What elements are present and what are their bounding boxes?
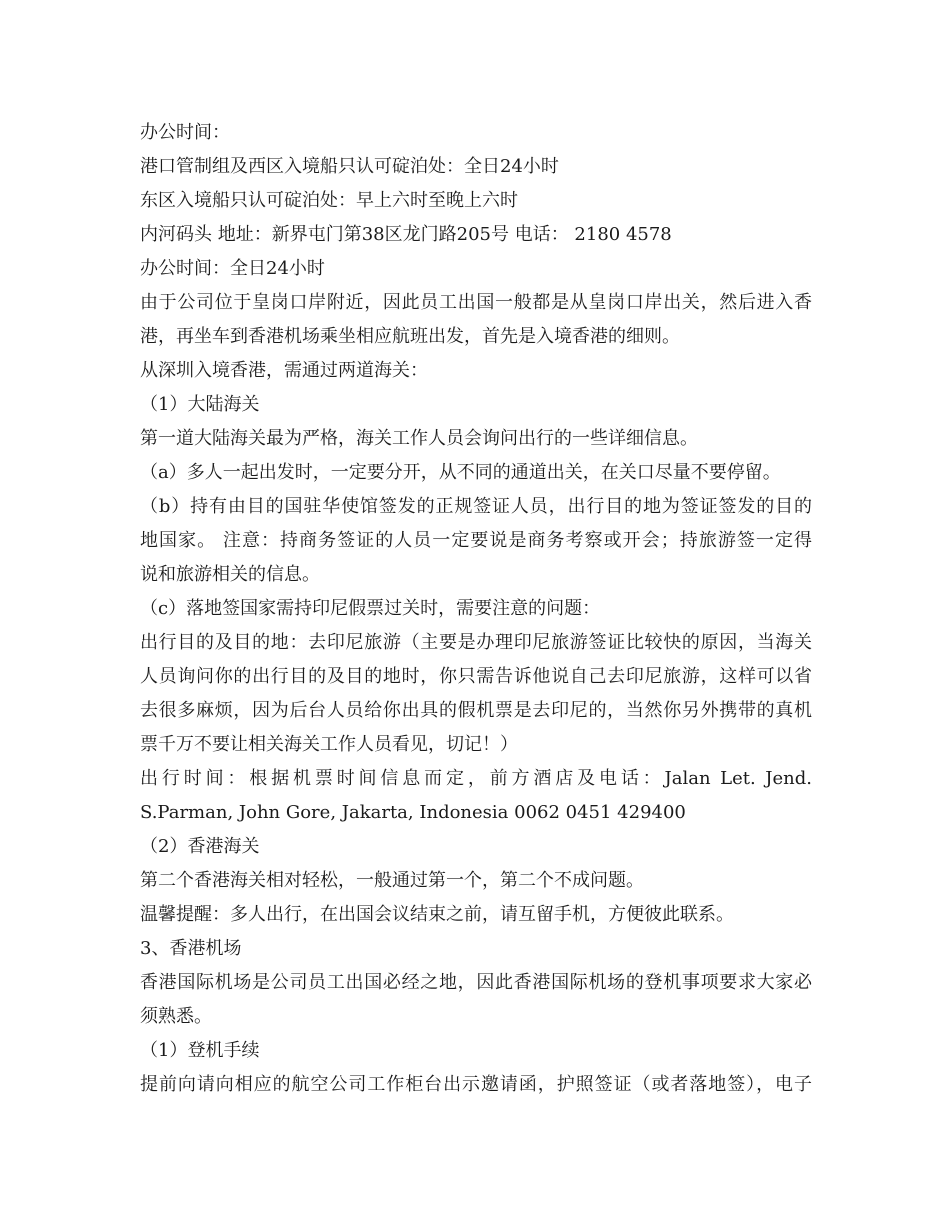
text-line: 港口管制组及西区入境船只认可碇泊处：全日24小时 <box>140 156 559 177</box>
text-line: （c）落地签国家需持印尼假票过关时，需要注意的问题： <box>140 598 601 619</box>
text-line: （b）持有由目的国驻华使馆签发的正规签证人员，出行目的地为签证签发的目的 <box>140 496 812 517</box>
text-line: 第一道大陆海关最为严格，海关工作人员会询问出行的一些详细信息。 <box>140 428 698 449</box>
text-line: 温馨提醒：多人出行，在出国会议结束之前，请互留手机，方便彼此联系。 <box>140 904 734 925</box>
text-line: 人员询问你的出行目的及目的地时，你只需告诉他说自己去印尼旅游，这样可以省 <box>140 666 812 687</box>
text-line: 票千万不要让相关海关工作人员看见，切记！） <box>140 734 518 755</box>
text-line: 办公时间： <box>140 122 230 143</box>
text-line: 提前向请向相应的航空公司工作柜台出示邀请函，护照签证（或者落地签），电子 <box>140 1074 812 1095</box>
text-line: （a）多人一起出发时，一定要分开，从不同的通道出关，在关口尽量不要停留。 <box>140 462 781 483</box>
text-line: 去很多麻烦，因为后台人员给你出具的假机票是去印尼的，当然你另外携带的真机 <box>140 700 812 721</box>
document-body <box>140 116 812 1102</box>
text-line: 由于公司位于皇岗口岸附近，因此员工出国一般都是从皇岗口岸出关，然后进入香 <box>140 292 812 313</box>
text-line: S.Parman, John Gore, Jakarta, Indonesia 0062 0451 429400 <box>140 802 686 823</box>
text-line: 须熟悉。 <box>140 1006 212 1027</box>
text-line: 出行时间：根据机票时间信息而定，前方酒店及电话：Jalan Let. Jend. <box>140 768 812 789</box>
text-line: 地国家。 注意：持商务签证的人员一定要说是商务考察或开会；持旅游签一定得 <box>140 530 812 551</box>
text-line: 第二个香港海关相对轻松，一般通过第一个，第二个不成问题。 <box>140 870 644 891</box>
section-heading: （1）登机手续 <box>140 1040 260 1061</box>
section-heading: （2）香港海关 <box>140 836 260 857</box>
text-line: 办公时间：全日24小时 <box>140 258 325 279</box>
text-line: 港，再坐车到香港机场乘坐相应航班出发，首先是入境香港的细则。 <box>140 326 680 347</box>
text-line: 香港国际机场是公司员工出国必经之地，因此香港国际机场的登机事项要求大家必 <box>140 972 812 993</box>
text-line: 从深圳入境香港，需通过两道海关： <box>140 360 428 381</box>
text-line: 内河码头 地址：新界屯门第38区龙门路205号 电话： 2180 4578 <box>140 224 672 245</box>
text-line: 东区入境船只认可碇泊处：早上六时至晚上六时 <box>140 190 518 211</box>
text-line: 出行目的及目的地：去印尼旅游（主要是办理印尼旅游签证比较快的原因，当海关 <box>140 632 812 653</box>
section-heading: 3、香港机场 <box>140 938 242 959</box>
section-heading: （1）大陆海关 <box>140 394 260 415</box>
text-line: 说和旅游相关的信息。 <box>140 564 320 585</box>
